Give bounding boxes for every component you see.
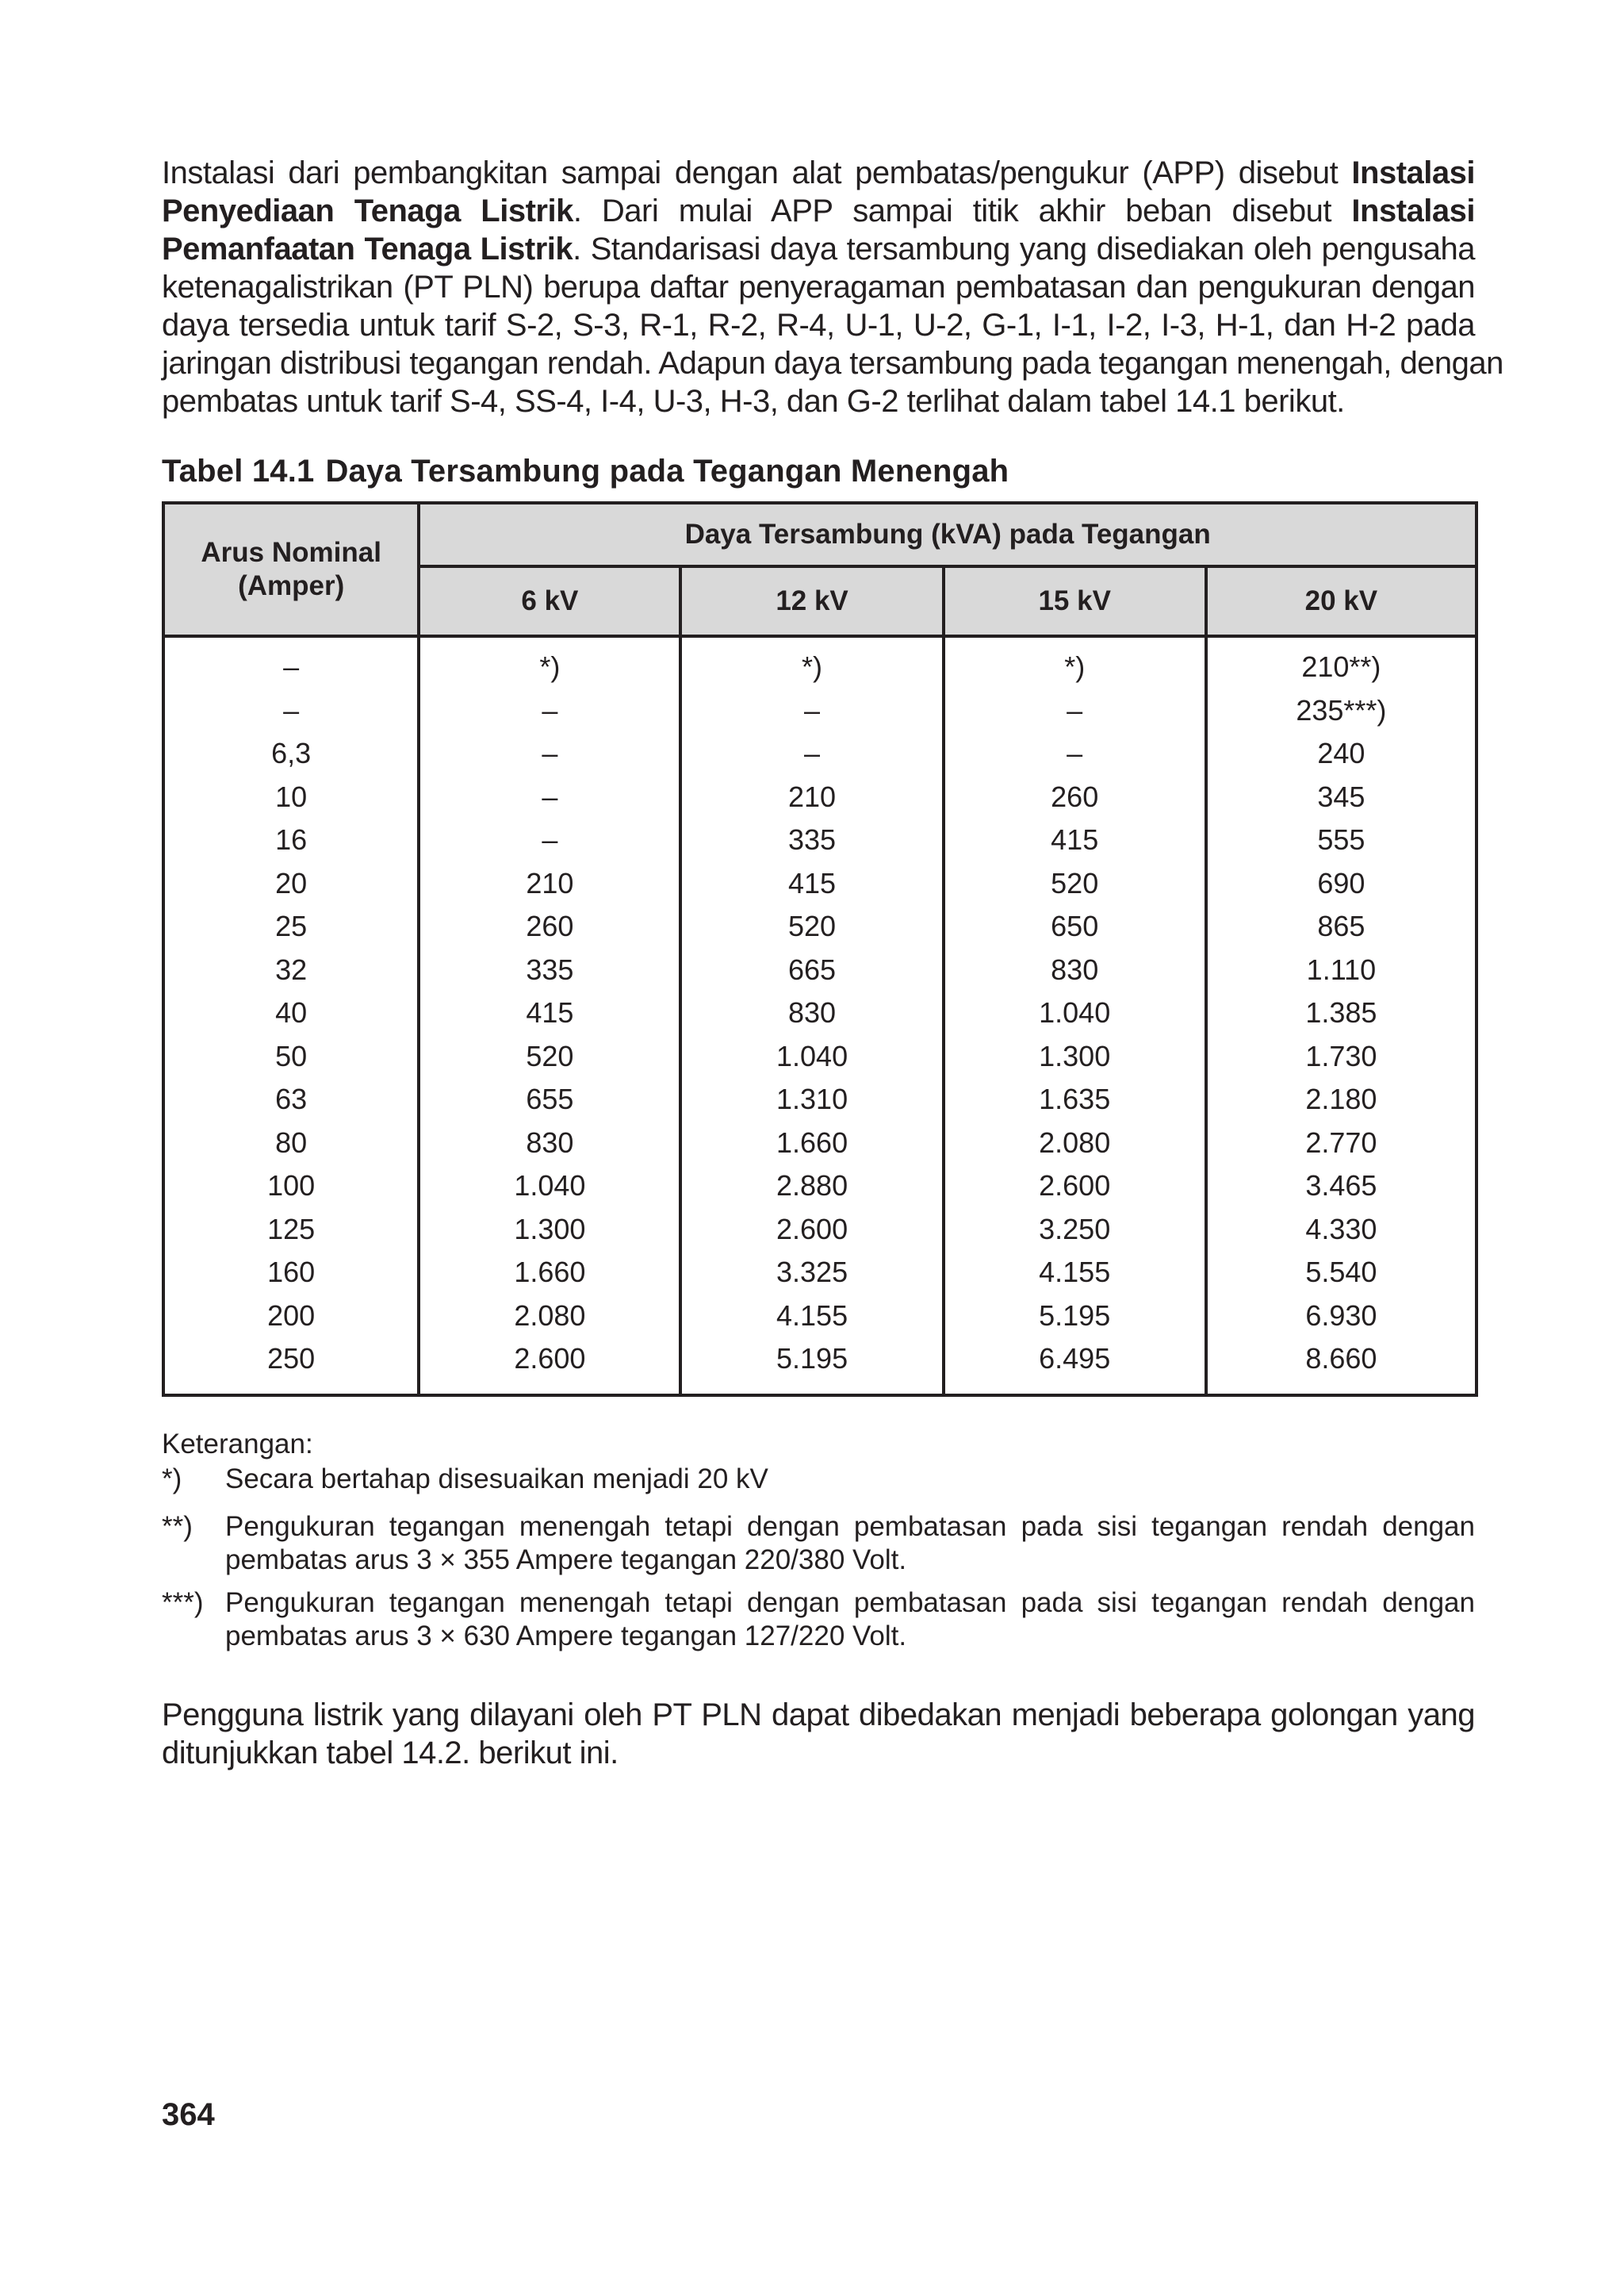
cell-power-value: 1.110: [1206, 949, 1477, 992]
cell-power-value: –: [419, 819, 680, 862]
cell-power-value: 830: [944, 949, 1206, 992]
cell-power-value: –: [944, 689, 1206, 733]
note-text: [225, 1586, 1475, 1653]
cell-nominal-current: –: [163, 689, 419, 733]
cell-power-value: 830: [680, 991, 943, 1035]
table-caption-number: Tabel 14.1: [162, 454, 315, 489]
cell-nominal-current: 40: [163, 991, 419, 1035]
cell-power-value: 415: [680, 862, 943, 906]
cell-power-value: 8.660: [1206, 1337, 1477, 1395]
cell-power-value: 260: [944, 776, 1206, 819]
table-row: [163, 1122, 1477, 1165]
connected-power-table: [162, 501, 1478, 1397]
table-row: [163, 1078, 1477, 1122]
row-header-nominal-current: Arus Nominal (Amper): [163, 503, 419, 636]
cell-power-value: 690: [1206, 862, 1477, 906]
cell-power-value: 1.300: [419, 1208, 680, 1252]
cell-power-value: 2.600: [419, 1337, 680, 1395]
note-line: pembatas arus 3 × 630 Ampere tegangan 127/220 Volt.: [225, 1621, 907, 1651]
intro-line: ketenagalistrikan (PT PLN) berupa daftar penyeragaman pembatasan dan pengukuran dengan: [162, 270, 1475, 305]
cell-power-value: 1.310: [680, 1078, 943, 1122]
intro-paragraph: [162, 154, 1503, 420]
cell-power-value: 650: [944, 905, 1206, 949]
cell-power-value: –: [419, 732, 680, 776]
table-row: [163, 732, 1477, 776]
table-row: [163, 1208, 1477, 1252]
column-group-header: Daya Tersambung (kVA) pada Tegangan: [419, 503, 1477, 566]
note-line: Pengukuran tegangan menengah tetapi dengan pembatasan pada sisi tegangan rendah dengan: [225, 1587, 1475, 1618]
cell-nominal-current: 250: [163, 1337, 419, 1395]
cell-power-value: 1.660: [680, 1122, 943, 1165]
cell-power-value: 655: [419, 1078, 680, 1122]
cell-power-value: –: [419, 776, 680, 819]
cell-power-value: –: [680, 689, 943, 733]
table-row: [163, 1035, 1477, 1079]
intro-line: jaringan distribusi tegangan rendah. Adapun daya tersambung pada tegangan menengah, dengan: [162, 346, 1503, 381]
cell-nominal-current: 10: [163, 776, 419, 819]
intro-line: Penyediaan Tenaga Listrik. Dari mulai APP sampai titik akhir beban disebut Instalasi: [162, 194, 1475, 228]
note-item: [162, 1586, 1475, 1653]
closing-paragraph: [162, 1696, 1475, 1772]
cell-power-value: 1.040: [419, 1164, 680, 1208]
cell-power-value: 1.040: [680, 1035, 943, 1079]
cell-power-value: 555: [1206, 819, 1477, 862]
notes-heading: Keterangan:: [162, 1429, 313, 1459]
cell-power-value: 2.600: [944, 1164, 1206, 1208]
table-row: [163, 1337, 1477, 1395]
cell-power-value: 415: [944, 819, 1206, 862]
table-row: [163, 905, 1477, 949]
cell-power-value: 210**): [1206, 636, 1477, 689]
cell-nominal-current: 25: [163, 905, 419, 949]
cell-power-value: 1.385: [1206, 991, 1477, 1035]
table-row: [163, 862, 1477, 906]
cell-nominal-current: 63: [163, 1078, 419, 1122]
cell-power-value: 4.155: [944, 1251, 1206, 1295]
table-row: [163, 819, 1477, 862]
cell-power-value: 335: [680, 819, 943, 862]
cell-power-value: 665: [680, 949, 943, 992]
table-row: [163, 1251, 1477, 1295]
column-header-voltage: 6 kV: [419, 566, 680, 636]
note-marker: *): [162, 1463, 182, 1494]
cell-power-value: 415: [419, 991, 680, 1035]
cell-power-value: 1.040: [944, 991, 1206, 1035]
cell-power-value: 520: [419, 1035, 680, 1079]
cell-power-value: –: [419, 689, 680, 733]
cell-power-value: 520: [680, 905, 943, 949]
cell-power-value: 1.660: [419, 1251, 680, 1295]
cell-nominal-current: 6,3: [163, 732, 419, 776]
cell-power-value: 6.495: [944, 1337, 1206, 1395]
closing-line: Pengguna listrik yang dilayani oleh PT PLN dapat dibedakan menjadi beberapa golongan yang: [162, 1697, 1475, 1732]
note-line: Pengukuran tegangan menengah tetapi dengan pembatasan pada sisi tegangan rendah dengan: [225, 1511, 1475, 1542]
cell-power-value: 2.080: [419, 1295, 680, 1338]
note-line: Secara bertahap disesuaikan menjadi 20 kV: [225, 1463, 768, 1494]
cell-power-value: 260: [419, 905, 680, 949]
cell-power-value: 5.195: [944, 1295, 1206, 1338]
cell-power-value: 4.330: [1206, 1208, 1477, 1252]
cell-nominal-current: 16: [163, 819, 419, 862]
cell-power-value: 865: [1206, 905, 1477, 949]
cell-power-value: 235***): [1206, 689, 1477, 733]
table-row: [163, 689, 1477, 733]
intro-line: daya tersedia untuk tarif S-2, S-3, R-1, R-2, R-4, U-1, U-2, G-1, I-1, I-2, I-3, H-1, dan H-2 pada: [162, 308, 1475, 343]
cell-power-value: –: [944, 732, 1206, 776]
cell-nominal-current: 20: [163, 862, 419, 906]
note-marker: ***): [162, 1587, 204, 1618]
table-row: [163, 1295, 1477, 1338]
page-number: 364: [162, 2097, 215, 2132]
table-row: [163, 991, 1477, 1035]
table-row: [163, 636, 1477, 689]
cell-power-value: 5.540: [1206, 1251, 1477, 1295]
cell-nominal-current: 125: [163, 1208, 419, 1252]
column-header-voltage: 15 kV: [944, 566, 1206, 636]
cell-power-value: 2.770: [1206, 1122, 1477, 1165]
cell-power-value: –: [680, 732, 943, 776]
cell-power-value: 240: [1206, 732, 1477, 776]
table-row: [163, 776, 1477, 819]
closing-line: ditunjukkan tabel 14.2. berikut ini.: [162, 1736, 619, 1770]
note-item: [162, 1510, 1475, 1577]
table-row: [163, 949, 1477, 992]
cell-power-value: 830: [419, 1122, 680, 1165]
column-header-voltage: 20 kV: [1206, 566, 1477, 636]
cell-power-value: 520: [944, 862, 1206, 906]
column-header-voltage: 12 kV: [680, 566, 943, 636]
cell-power-value: 1.730: [1206, 1035, 1477, 1079]
cell-nominal-current: 80: [163, 1122, 419, 1165]
cell-power-value: 3.465: [1206, 1164, 1477, 1208]
cell-power-value: 210: [680, 776, 943, 819]
cell-nominal-current: 160: [163, 1251, 419, 1295]
cell-power-value: 5.195: [680, 1337, 943, 1395]
cell-power-value: 2.880: [680, 1164, 943, 1208]
table-row: [163, 1164, 1477, 1208]
cell-power-value: *): [944, 636, 1206, 689]
cell-nominal-current: –: [163, 636, 419, 689]
cell-power-value: 210: [419, 862, 680, 906]
note-text: [225, 1510, 1475, 1577]
cell-power-value: 335: [419, 949, 680, 992]
intro-line: pembatas untuk tarif S-4, SS-4, I-4, U-3, H-3, dan G-2 terlihat dalam tabel 14.1 berikut.: [162, 384, 1345, 419]
cell-power-value: 1.635: [944, 1078, 1206, 1122]
intro-line: Instalasi dari pembangkitan sampai dengan alat pembatas/pengukur (APP) disebut Instalasi: [162, 155, 1475, 190]
cell-power-value: 1.300: [944, 1035, 1206, 1079]
cell-power-value: 2.600: [680, 1208, 943, 1252]
note-line: pembatas arus 3 × 355 Ampere tegangan 220/380 Volt.: [225, 1544, 907, 1575]
cell-power-value: 6.930: [1206, 1295, 1477, 1338]
cell-nominal-current: 32: [163, 949, 419, 992]
cell-power-value: 3.325: [680, 1251, 943, 1295]
table-caption-title: Daya Tersambung pada Tegangan Menengah: [325, 454, 1009, 489]
cell-nominal-current: 200: [163, 1295, 419, 1338]
table-caption: [162, 452, 1009, 490]
cell-power-value: 345: [1206, 776, 1477, 819]
cell-power-value: *): [680, 636, 943, 689]
cell-power-value: 4.155: [680, 1295, 943, 1338]
intro-line: Pemanfaatan Tenaga Listrik. Standarisasi daya tersambung yang disediakan oleh pengusaha: [162, 232, 1475, 267]
cell-power-value: 2.180: [1206, 1078, 1477, 1122]
note-marker: **): [162, 1511, 193, 1542]
cell-power-value: 2.080: [944, 1122, 1206, 1165]
cell-power-value: *): [419, 636, 680, 689]
cell-power-value: 3.250: [944, 1208, 1206, 1252]
note-text: [225, 1463, 1475, 1496]
cell-nominal-current: 100: [163, 1164, 419, 1208]
note-item: [162, 1463, 1475, 1496]
cell-nominal-current: 50: [163, 1035, 419, 1079]
